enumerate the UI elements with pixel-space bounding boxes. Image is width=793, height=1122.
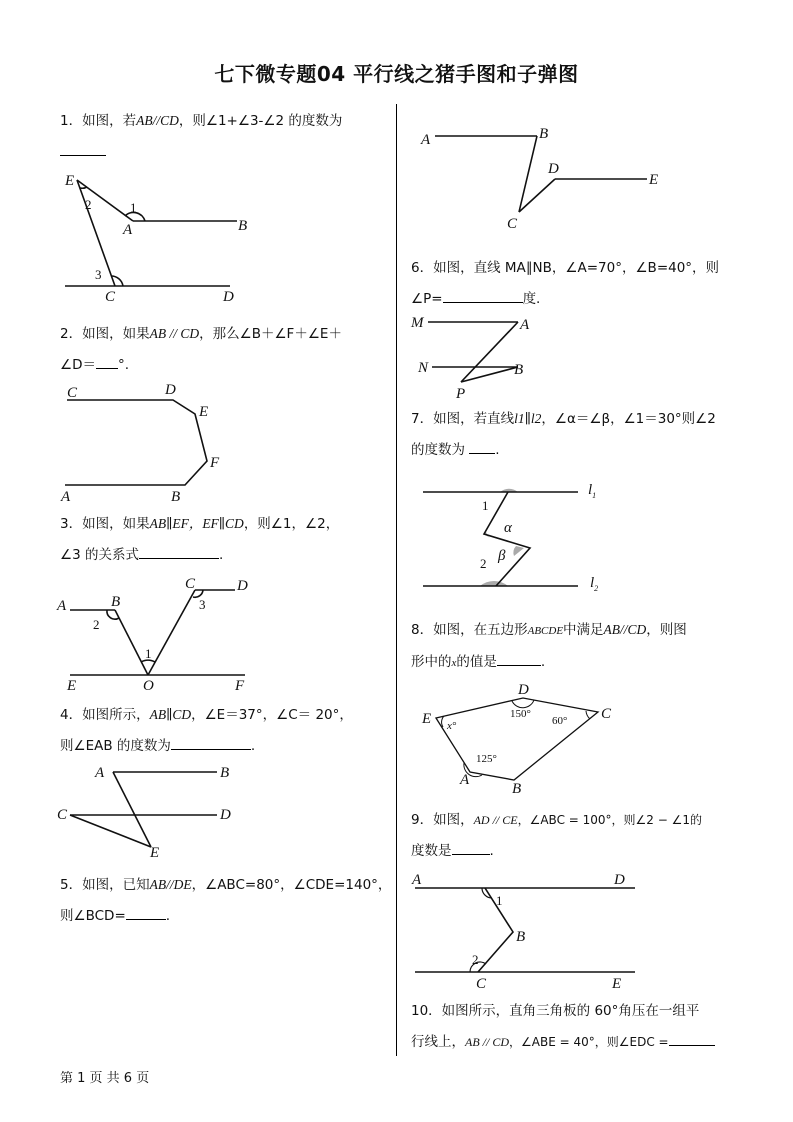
q6-figure — [408, 312, 548, 402]
q8-label-c: C — [601, 706, 612, 722]
q5-label-b: B — [539, 126, 549, 142]
q3-angle-2: 2 — [93, 617, 100, 632]
q3-cond: AB∥EF，EF∥CD — [149, 516, 244, 531]
q8-label-e: E — [422, 711, 432, 727]
q6-label-n: N — [418, 360, 429, 376]
q2-label-f: F — [210, 455, 220, 471]
q8-text-b: ，则图 — [646, 622, 687, 638]
q5-num: 5．如图，已知 — [60, 877, 150, 893]
q5-line-bc — [519, 136, 537, 212]
question-10 — [411, 996, 715, 1058]
q8-angle-60: 60° — [552, 715, 568, 727]
q8-answer-blank[interactable] — [497, 653, 541, 666]
q10-answer-blank[interactable] — [669, 1033, 715, 1046]
q9-label-b: B — [516, 929, 526, 945]
q7-shade-beta — [513, 546, 524, 556]
q6-line-ap — [461, 322, 518, 382]
q5-label-d: D — [548, 161, 559, 177]
q3-text: ，则∠1，∠2， — [243, 516, 340, 532]
q4-label-b: B — [220, 765, 230, 781]
question-3 — [60, 508, 339, 571]
q8-label-b: B — [512, 781, 522, 797]
question-9 — [411, 805, 702, 867]
q5-text2: 则∠BCD= — [60, 908, 126, 924]
q5-cond: AB//DE — [149, 877, 192, 892]
q8-label-d: D — [518, 682, 529, 698]
q8-label-a: A — [460, 772, 470, 788]
q9-label-c: C — [476, 976, 487, 992]
q7-zigzag — [484, 492, 530, 586]
q4-label-a: A — [95, 765, 105, 781]
q3-label-o: O — [143, 678, 154, 694]
q7-answer-blank[interactable] — [469, 441, 495, 454]
q8-text: 中满足 — [563, 622, 604, 638]
q4-line-ce — [70, 815, 151, 847]
q1-label-b: B — [238, 218, 248, 234]
q7-num: 7．如图，若直线 — [411, 411, 515, 427]
q3-figure — [55, 572, 255, 697]
q1-cond: AB//CD — [136, 113, 179, 128]
q8-arc-c — [586, 711, 590, 719]
q6-line-pb — [461, 367, 518, 382]
q4-label-c: C — [57, 807, 68, 823]
page-footer: 第 1 页 共 6 页 — [60, 1071, 150, 1086]
q3-num: 3．如图，如果 — [60, 516, 150, 532]
q3-line-bo — [115, 610, 148, 675]
q5-text: ，∠ABC=80°，∠CDE=140°， — [191, 877, 392, 893]
q10-text3: ，∠ABE = 40°，则∠EDC = — [509, 1035, 669, 1049]
q5-label-e: E — [649, 172, 659, 188]
question-8 — [411, 614, 687, 679]
q8-angle-125: 125° — [476, 753, 497, 765]
q5-label-a: A — [421, 132, 431, 148]
q1-label-c: C — [105, 289, 116, 305]
question-1 — [60, 105, 342, 168]
q6-label-p: P — [456, 386, 466, 402]
q10-cond: AB // CD — [465, 1035, 509, 1049]
q1-angle-2: 2 — [85, 197, 92, 212]
q3-label-a: A — [57, 598, 67, 614]
q6-label-a: A — [520, 317, 530, 333]
q2-label-e: E — [199, 404, 209, 420]
q8-figure — [418, 680, 628, 795]
q6-label-b: B — [514, 362, 524, 378]
q8-angle-150: 150° — [510, 708, 531, 720]
q3-line-co — [148, 590, 195, 675]
q4-label-d: D — [220, 807, 231, 823]
column-divider — [396, 104, 397, 1056]
q6-end: 度. — [522, 291, 541, 307]
q8-arc-e — [442, 716, 444, 727]
q2-text: ，那么∠B＋∠F＋∠E＋ — [199, 326, 342, 342]
q8-cond: ABCDE — [527, 625, 564, 637]
q2-end: °. — [118, 357, 130, 373]
q4-num: 4．如图所示， — [60, 707, 150, 723]
q9-angle-2: 2 — [472, 952, 479, 967]
q1-arc-2 — [80, 187, 87, 188]
q3-label-f: F — [235, 678, 245, 694]
question-6 — [411, 253, 719, 315]
q9-label-e: E — [612, 976, 622, 992]
q6-text2: ∠P= — [411, 291, 443, 307]
question-4 — [60, 699, 353, 762]
q7-text2: 的度数为 — [411, 442, 465, 458]
q1-label-e: E — [65, 173, 75, 189]
q10-text: 10．如图所示，直角三角板的 60°角压在一组平 — [411, 1003, 700, 1019]
q7-end: . — [495, 442, 500, 458]
q9-cond: AD // CE — [473, 813, 518, 827]
q3-label-d: D — [237, 578, 248, 594]
q8-arc-d — [512, 700, 534, 708]
question-5 — [60, 869, 391, 932]
q9-text2: 度数是 — [411, 843, 452, 859]
q3-angle-3: 3 — [199, 597, 206, 612]
q7-angle-alpha: α — [504, 520, 512, 536]
q8-var: x — [451, 657, 457, 669]
q9-label-d: D — [614, 872, 625, 888]
q1-label-a: A — [123, 222, 133, 238]
q7-label-l2: $l_2$ — [590, 575, 599, 593]
q5-line-cd — [519, 179, 555, 212]
q6-label-m: M — [411, 315, 424, 331]
q6-answer-blank[interactable] — [443, 290, 523, 303]
q1-label-d: D — [223, 289, 234, 305]
q7-text: ，∠α＝∠β，∠1＝30°则∠2 — [541, 411, 716, 427]
q8-cond2: AB//CD — [603, 622, 647, 637]
q1-text: ，则∠1+∠3-∠2 的度数为 — [178, 113, 343, 129]
q7-angle-beta: β — [498, 548, 506, 564]
q1-angle-1: 1 — [130, 200, 137, 215]
q10-text2: 行线上， — [411, 1034, 465, 1050]
q2-figure — [55, 378, 255, 503]
q5-answer-blank[interactable] — [126, 907, 166, 920]
q4-figure — [55, 760, 255, 865]
q4-label-e: E — [150, 845, 160, 861]
q7-cond: l1∥l2 — [514, 411, 542, 426]
q2-label-b: B — [171, 489, 181, 505]
q5-label-c: C — [507, 216, 518, 232]
q8-text2: 形中的 — [411, 654, 452, 670]
q9-text: ，∠ABC = 100°，则∠2 − ∠1的 — [517, 813, 703, 827]
q3-answer-blank[interactable] — [139, 546, 219, 559]
q7-label-l1: $l_1$ — [588, 482, 597, 500]
q3-label-b: B — [111, 594, 121, 610]
q2-label-a: A — [61, 489, 71, 505]
q5-end: . — [165, 908, 171, 924]
q9-answer-blank[interactable] — [452, 842, 490, 855]
q3-label-c: C — [185, 576, 196, 592]
q3-label-e: E — [67, 678, 77, 694]
question-7 — [411, 403, 716, 466]
q3-angle-1: 1 — [145, 646, 152, 661]
q2-cond: AB // CD — [149, 326, 200, 341]
q2-label-d: D — [165, 382, 176, 398]
q2-answer-blank[interactable] — [96, 356, 118, 369]
q8-num: 8．如图，在五边形 — [411, 622, 528, 638]
q2-label-c: C — [67, 385, 78, 401]
page-title: 七下微专题04 平行线之猪手图和子弹图 — [214, 62, 579, 86]
q3-end: . — [218, 547, 224, 563]
q9-label-a: A — [412, 872, 422, 888]
q4-answer-blank[interactable] — [171, 737, 251, 750]
q8-text3: 的值是 — [456, 654, 497, 670]
q1-num: 1．如图，若 — [60, 113, 137, 129]
question-2 — [60, 318, 342, 381]
q1-angle-3: 3 — [95, 267, 102, 282]
q3-text2: ∠3 的关系式 — [60, 547, 139, 563]
q4-text: ，∠E＝37°，∠C＝ 20°， — [191, 707, 353, 723]
q8-end: . — [540, 654, 546, 670]
q7-angle-2: 2 — [480, 556, 487, 571]
q4-end: . — [250, 738, 256, 754]
q7-angle-1: 1 — [482, 498, 489, 513]
q4-cond: AB∥CD — [149, 707, 192, 722]
q5-figure — [415, 122, 675, 234]
q9-num: 9．如图， — [411, 812, 474, 828]
q2-text2: ∠D＝ — [60, 357, 96, 373]
q7-figure — [418, 480, 618, 600]
q6-text: 6．如图，直线 MA∥NB，∠A=70°，∠B=40°，则 — [411, 260, 720, 276]
q8-angle-x: x° — [447, 720, 457, 732]
q1-figure — [55, 170, 255, 305]
q1-answer-blank[interactable] — [60, 143, 106, 156]
q9-angle-1: 1 — [496, 893, 503, 908]
q9-end: . — [489, 843, 494, 859]
q2-num: 2．如图，如果 — [60, 326, 150, 342]
q4-text2: 则∠EAB 的度数为 — [60, 738, 171, 754]
q9-figure — [410, 870, 640, 995]
q2-polyline — [65, 400, 207, 485]
q4-line-ae — [113, 772, 151, 847]
